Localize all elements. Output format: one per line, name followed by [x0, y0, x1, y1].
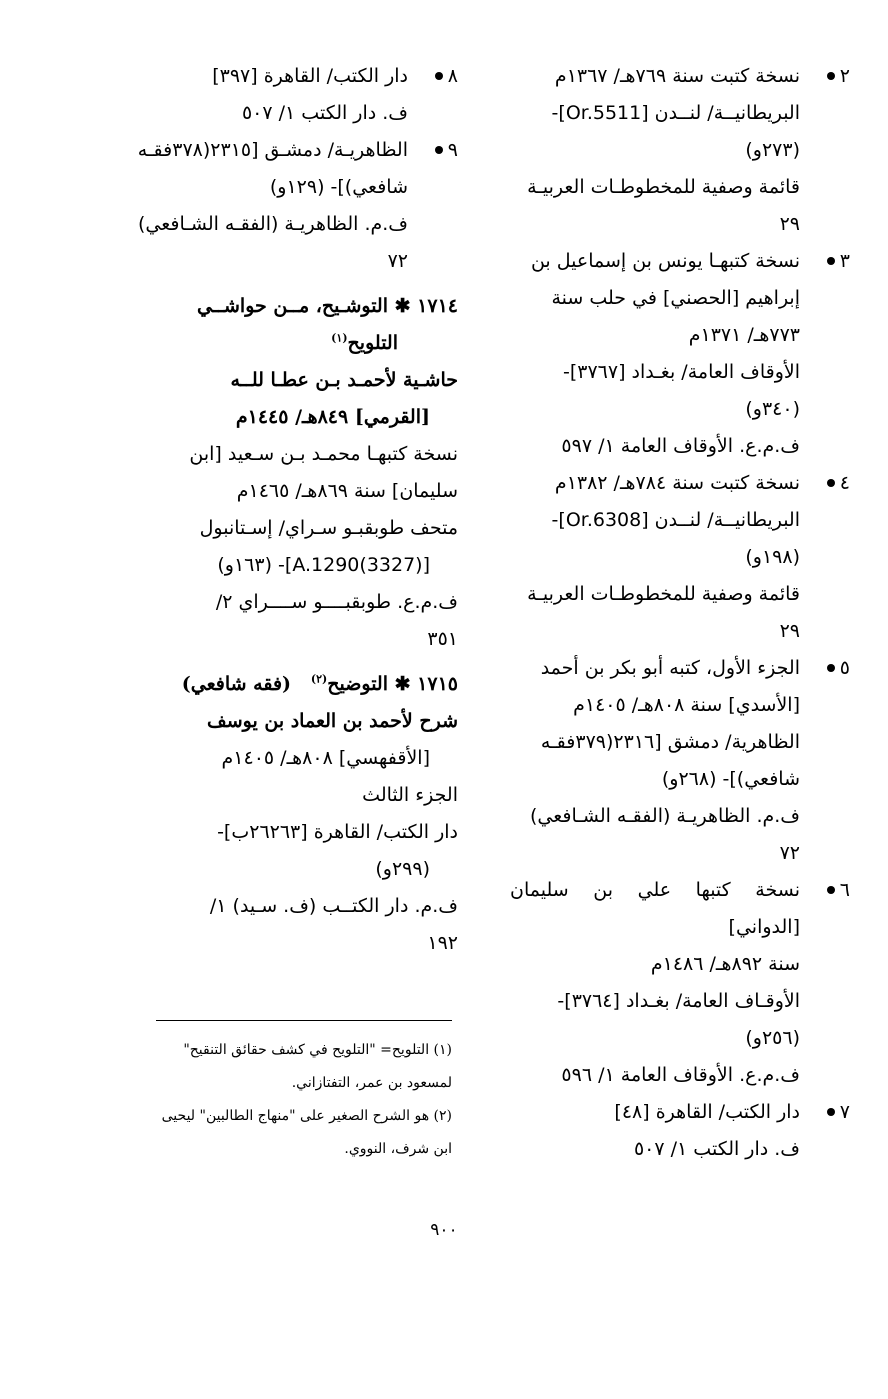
record-title: التوضيح	[327, 673, 388, 695]
entry-line: الظاهرية/ دمشق [٢٣١٦(٣٧٩فقـه	[540, 731, 800, 753]
footnote-ref: (٢)	[310, 672, 328, 686]
entry-line: شافعي)]- (٢٦٨و)	[661, 768, 800, 790]
record-line: (٢٩٩و)	[375, 858, 430, 880]
record-line: [(3327)A.1290]- (١٦٣و)	[217, 554, 430, 576]
footnote-line: لمسعود بن عمر، التفتازاني.	[291, 1075, 452, 1091]
entry-line: ٢٩	[779, 620, 800, 642]
entry-line: قائمة وصفية للمخطوطـات العربيـة	[527, 583, 800, 605]
entry-line: ٧٢	[387, 250, 408, 272]
record-line: الجزء الثالث	[362, 784, 458, 806]
bullet-icon	[827, 257, 835, 265]
entry-line: البريطانيــة/ لنــدن [Or.6308]-	[551, 509, 800, 531]
entry-number: ٧	[822, 1094, 850, 1131]
entry-line: دار الكتب/ القاهرة [٣٩٧]	[212, 65, 408, 87]
entry-line: شافعي)]- (١٢٩و)	[269, 176, 408, 198]
footnotes	[112, 1034, 452, 1166]
entry-line: نسخة كتبت سنة ٧٦٩هـ/ ١٣٦٧م	[554, 65, 800, 87]
entry-2	[510, 58, 850, 243]
bullet-icon	[827, 479, 835, 487]
entry-9	[118, 132, 458, 280]
entry-line: (١٩٨و)	[745, 546, 800, 568]
entry-line: ف.م.ع. الأوقاف العامة ١/ ٥٩٧	[561, 435, 800, 457]
footnote-line: (١) التلويح= "التلويح في كشف حقائق التنقيح"	[183, 1042, 452, 1058]
entry-line: البريطانيــة/ لنــدن [Or.5511]-	[551, 102, 800, 124]
entry-line: ف. دار الكتب ١/ ٥٠٧	[633, 1138, 800, 1160]
entry-line: نسخة كتبت سنة ٧٨٤هـ/ ١٣٨٢م	[554, 472, 800, 494]
entry-number: ٣	[822, 243, 850, 280]
heading-1714-cont	[118, 325, 458, 362]
record-number: ١٧١٤	[417, 295, 458, 317]
star-icon: ✱	[394, 295, 411, 317]
record-subtitle: [القرمي] ٨٤٩هـ/ ١٤٤٥م	[235, 406, 430, 428]
entry-line: قائمة وصفية للمخطوطـات العربيـة	[527, 176, 800, 198]
record-line: ف.م. دار الكتــب (ف. سـيد) ١/	[209, 895, 458, 917]
record-line: دار الكتب/ القاهرة [٢٦٢٦٣ب]-	[217, 821, 458, 843]
record-line: متحف طوبقبـو سـراي/ إسـتانبول	[199, 517, 458, 539]
entry-line: (٢٧٣و)	[745, 139, 800, 161]
footnote-divider	[156, 1020, 452, 1021]
entry-line: نسخة كتبها علي بن سليمان [الدواني]	[510, 879, 800, 938]
footnote-line: (٢) هو الشرح الصغير على "منهاج الطالبين" ليحيى	[161, 1108, 452, 1124]
entry-6	[510, 872, 850, 1094]
bullet-icon	[827, 664, 835, 672]
entry-line: دار الكتب/ القاهرة [٤٨]	[614, 1101, 800, 1123]
record-title: التوشـيح، مــن حواشــي	[197, 295, 388, 317]
record-subtitle: شرح لأحمد بن العماد بن يوسف	[207, 710, 458, 732]
entry-number: ٥	[822, 650, 850, 687]
bullet-icon	[827, 72, 835, 80]
footnote-ref: (١)	[331, 331, 348, 345]
record-line: [الأقفهسي] ٨٠٨هـ/ ١٤٠٥م	[221, 747, 430, 769]
heading-1714	[118, 288, 458, 325]
entry-line: [الأسدي] سنة ٨٠٨هـ/ ١٤٠٥م	[573, 694, 800, 716]
bullet-icon	[435, 72, 443, 80]
record-line: ١٩٢	[427, 932, 458, 954]
entry-number: ٨	[430, 58, 458, 95]
entry-number: ٩	[430, 132, 458, 169]
page-number: ٩٠٠	[430, 1220, 458, 1240]
star-icon: ✱	[394, 673, 411, 695]
left-column	[118, 58, 458, 962]
record-line: نسخة كتبهـا محمـد بـن سـعيد [ابن	[189, 443, 458, 465]
right-column	[510, 58, 850, 1168]
entry-7	[510, 1094, 850, 1168]
entry-line: ٢٩	[779, 213, 800, 235]
record-number: ١٧١٥	[417, 673, 458, 695]
entry-number: ٦	[822, 872, 850, 909]
entry-line: ٧٧٣هـ/ ١٣٧١م	[688, 324, 800, 346]
entry-line: الظاهريـة/ دمشـق [٢٣١٥(٣٧٨فقـه	[137, 139, 408, 161]
record-line: ٣٥١	[427, 628, 458, 650]
entry-4	[510, 465, 850, 650]
footnote-line: ابن شرف، النووي.	[344, 1141, 452, 1157]
bullet-icon	[435, 146, 443, 154]
entry-line: الجزء الأول، كتبه أبو بكر بن أحمد	[540, 657, 800, 679]
record-subtitle: حاشـية لأحمـد بـن عطـا للــه	[230, 369, 458, 391]
entry-line: ٧٢	[779, 842, 800, 864]
entry-3	[510, 243, 850, 465]
heading-1715	[118, 666, 458, 703]
entry-line: ف.م. الظاهريـة (الفقـه الشـافعي)	[138, 213, 408, 235]
bullet-icon	[827, 1108, 835, 1116]
entry-8	[118, 58, 458, 132]
record-tag: (فقه شافعي)	[181, 673, 292, 695]
entry-line: (٣٤٠و)	[745, 398, 800, 420]
record-title: التلويح	[347, 332, 398, 354]
entry-number: ٢	[822, 58, 850, 95]
entry-line: ف.م.ع. الأوقاف العامة ١/ ٥٩٦	[561, 1064, 800, 1086]
entry-line: ف.م. الظاهريـة (الفقـه الشـافعي)	[530, 805, 800, 827]
entry-line: ف. دار الكتب ١/ ٥٠٧	[241, 102, 408, 124]
entry-5	[510, 650, 850, 872]
record-line: سليمان] سنة ٨٦٩هـ/ ١٤٦٥م	[236, 480, 458, 502]
entry-line: إبراهيم [الحصني] في حلب سنة	[551, 287, 800, 309]
entry-number: ٤	[822, 465, 850, 502]
entry-line: الأوقـاف العامة/ بغـداد [٣٧٦٤]-	[557, 990, 800, 1012]
entry-line: الأوقاف العامة/ بغـداد [٣٧٦٧]-	[562, 361, 800, 383]
bullet-icon	[827, 886, 835, 894]
record-line: ف.م.ع. طوبقبــــو ســــراي ٢/	[215, 591, 458, 613]
entry-line: نسخة كتبهـا يونس بن إسماعيل بن	[530, 250, 800, 272]
entry-line: سنة ٨٩٢هـ/ ١٤٨٦م	[650, 953, 800, 975]
entry-line: (٢٥٦و)	[745, 1027, 800, 1049]
